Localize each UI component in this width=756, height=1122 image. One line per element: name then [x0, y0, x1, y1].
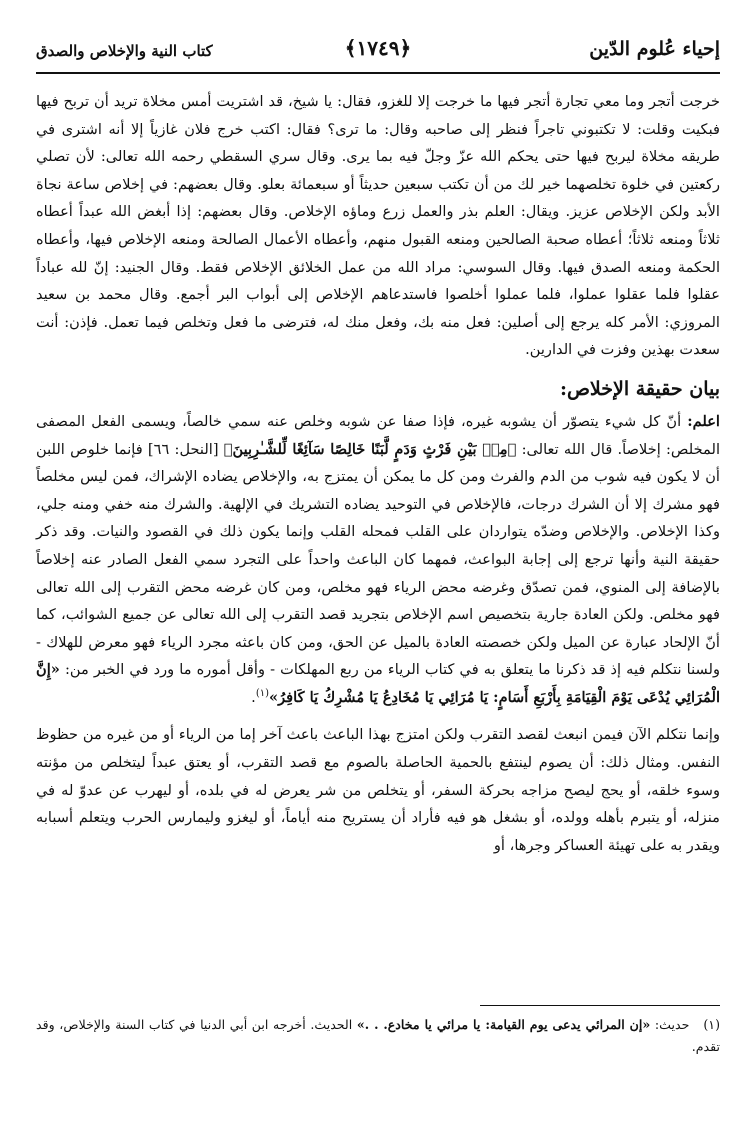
running-header	[36, 32, 720, 72]
paragraph-2-part-a: أنّ كل شيء يتصوّر أن يشوبه غيره، فإذا صفا عن شوبه وخلص عنه سمي خالصاً، ويسمى الفعل المصفى المخلص: إخلاصاً. قال الله تعالى:	[36, 412, 720, 458]
book-title: إحياء عُلوم الدّين	[589, 38, 720, 60]
footnote-rule	[480, 1005, 720, 1006]
main-text	[36, 88, 720, 859]
footnote-reference[interactable]: (١)	[255, 688, 269, 700]
paragraph-2-end: .	[251, 688, 256, 706]
section-heading: بيان حقيقة الإخلاص:	[559, 377, 720, 400]
hadith-quote: «إِنَّ الْمُرَائِي يُدْعَى يَوْمَ الْقِيَامَةِ بِأَرْبَعِ أَسَامٍ: يَا مُرَائِي يَا مُخَادِعُ يَا مُشْرِكُ يَا كَافِرُ»	[36, 661, 720, 706]
footnote-quote: «إن المرائي يدعى يوم القيامة: يا مرائي يا مخادع. . .»	[356, 1017, 651, 1032]
paragraph-3: وإنما نتكلم الآن فيمن انبعث لقصد التقرب ولكن امتزج بهذا الباعث باعث آخر إما من الرياء أو من غيره من حظوظ النفس. ومثال ذلك: أن يصوم لينتفع بالحمية الحاصلة بالصوم مع قصد التقرب، أو يعتق عبداً ليتخلص من مؤنته وسوء خلقه، أو يحج ليصح مزاجه بحركة السفر، أو يتخلص من شر يعرض له في بلده، أو ليهرب عن عدوّ له في منزله، أو يتبرم بأهله وولده، أو بشغل هو فيه فأراد أن يستريح منه أياماً، أو ليغزو وليمارس الحرب ويتعلم أسبابه ويقدر به على تهيئة العساكر وجرها، أو	[36, 726, 720, 854]
header-rule	[36, 72, 720, 74]
quran-verse: ﴿مِنۢ بَيْنِ فَرْثٍ وَدَمٍ لَّبَنًا خَالِصًا سَآئِغًا لِّلشَّـٰرِبِينَ﴾	[223, 440, 517, 458]
footnote-label: حديث:	[654, 1017, 690, 1032]
footnote-marker: (١)	[703, 1017, 720, 1032]
page-number: ﴿١٧٤٩﴾	[344, 36, 412, 60]
footnote	[36, 1014, 720, 1058]
lead-word: اعلم:	[687, 412, 720, 430]
paragraph-2-part-b: [النحل: ٦٦] فإنما خلوص اللبن أن لا يكون فيه شوب من الدم والفرث ومن كل ما يمكن أن يمتزج به، والإخلاص يضاده الإشراك، فمن ليس مخلصاً فهو مشرك إلا أن الشرك درجات، فالإخلاص في التوحيد يضاده التشريك في الإلهية. والشرك منه خفي ومنه جلي، وكذا الإخلاص. والإخلاص وضدّه يتواردان على القلب فمحله القلب وإنما يكون ذلك في القصود والنيات. وقد ذكر حقيقة النية وأنها ترجع إلى إجابة البواعث، فمهما كان الباعث واحداً على التجرد سمي الفعل الصادر عنه إخلاصاً بالإضافة إلى المنوي، فمن تصدّق وغرضه محض الرياء فهو مخلص، ومن كان غرضه محض التقرب إلى الله تعالى فهو مخلص. ولكن العادة جارية بتخصيص اسم الإخلاص بتجريد قصد التقرب إلى الله تعالى عن جميع الشوائب، كما أنّ الإلحاد عبارة عن الميل ولكن خصصته العادة بالميل عن الحق، ومن كان باعثه مجرد الرياء فهو معرض للهلاك - ولسنا نتكلم فيه إذ قد ذكرنا ما يتعلق به في كتاب الرياء من ربع المهلكات - وأقل أموره ما ورد في الخبر من:	[36, 440, 720, 679]
paragraph-2	[36, 408, 720, 712]
chapter-title: كتاب النية والإخلاص والصدق	[36, 42, 213, 60]
footnote-text: الحديث. أخرجه ابن أبي الدنيا في كتاب السنة والإخلاص، وقد تقدم.	[36, 1017, 720, 1054]
paragraph-1: خرجت أتجر وما معي تجارة أتجر فيها ما خرجت إلا للغزو، فقال: يا شيخ، قد اشتريت أمس مخلاة تريد أن تربح فيها فبكيت وقلت: لا تكتبوني تاجراً فنظر إلى صاحبه وقال: ما ترى؟ فقال: اكتب خرج فلان غازياً إلا أنه اشترى في طريقه مخلاة ليربح فيها حتى يحكم الله عزّ وجلّ فيه بما يرى. وقال سري السقطي رحمه الله تعالى: لأن تصلي ركعتين في خلوة تخلصهما خير لك من أن تكتب سبعين حديثاً أو سبعمائة بعلو. وقال بعضهم: في إخلاص ساعة نجاة الأبد ولكن الإخلاص عزيز. ويقال: العلم بذر والعمل زرع وماؤه الإخلاص. وقال بعضهم: إذا أبغض الله عبداً أعطاه ثلاثاً ومنعه ثلاثاً؛ أعطاه صحبة الصالحين ومنعه القبول منهم، وأعطاه الأعمال الصالحة ومنعه الإخلاص فيها، وأعطاه الحكمة ومنعه الصدق فيها. وقال السوسي: مراد الله من عمل الخلائق الإخلاص فقط. وقال الجنيد: إنّ لله عباداً عقلوا فلما عقلوا عملوا، فلما عملوا أخلصوا فاستدعاهم الإخلاص إلى أبواب البر أجمع. وقال محمد بن سعيد المروزي: الأمر كله يرجع إلى أصلين: فعل منه بك، وفعل منك له، فترضى ما فعل وتخلص فيما تعمل. فإذن: أنت سعدت بهذين وفزت في الدارين.	[36, 93, 720, 359]
